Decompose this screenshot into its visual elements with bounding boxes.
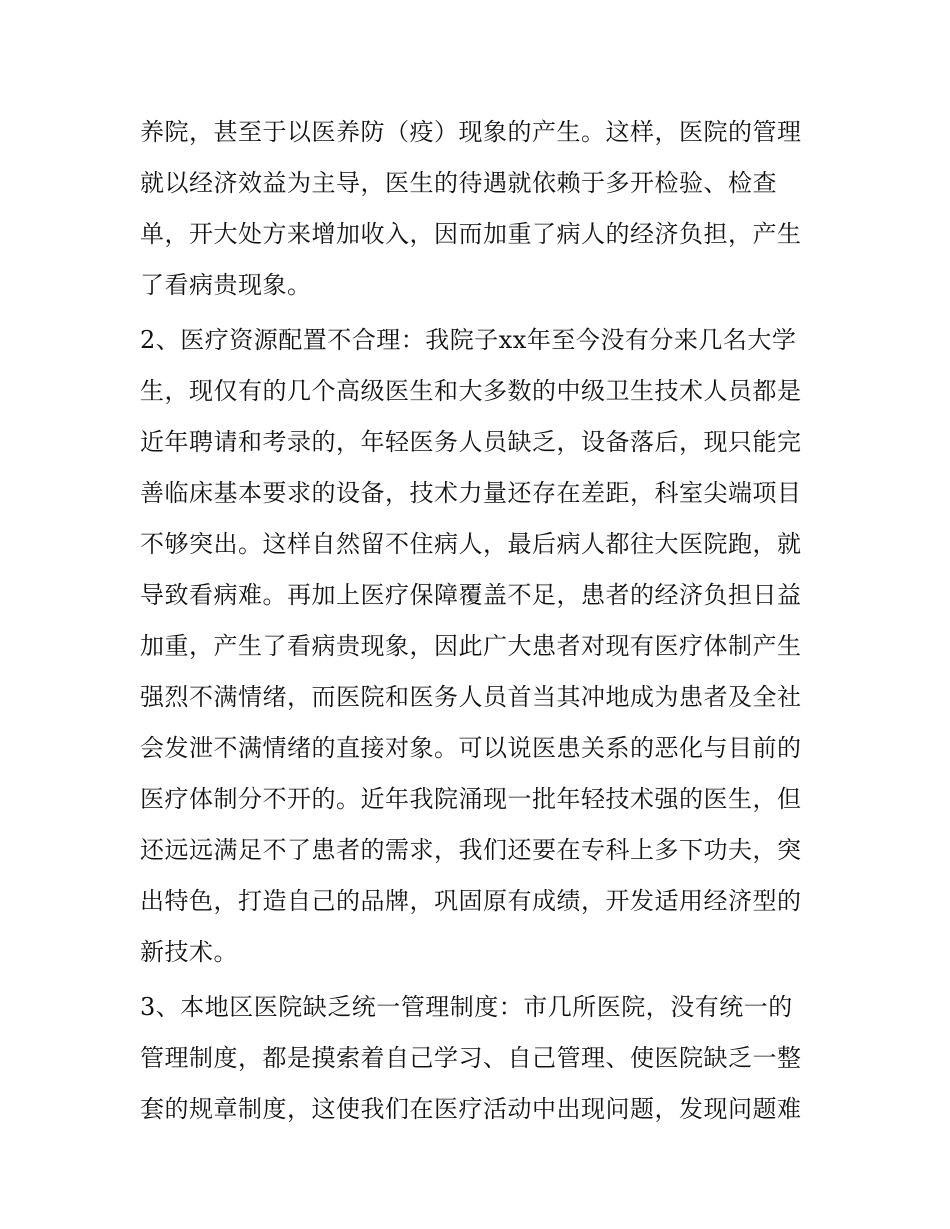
text-line: 还远远满足不了患者的需求，我们还要在专科上多下功夫，突 [140,836,802,864]
text-line: 不够突出。这样自然留不住病人，最后病人都往大医院跑，就 [140,530,802,558]
text-line: 管理制度，都是摸索着自己学习、自己管理、使医院缺乏一整 [140,1044,802,1072]
text-line: 生，现仅有的几个高级医生和大多数的中级卫生技术人员都是 [140,377,802,405]
text-line: 会发泄不满情绪的直接对象。可以说医患关系的恶化与目前的 [140,734,802,762]
text-line: 出特色，打造自己的品牌，巩固原有成绩，开发适用经济型的 [140,887,802,915]
paragraph-continuation [140,107,812,311]
text-line: 养院，甚至于以医养防（疫）现象的产生。这样，医院的管理 [140,118,802,146]
text-line: 单，开大处方来增加收入，因而加重了病人的经济负担，产生 [140,220,802,248]
text-line: 导致看病难。再加上医疗保障覆盖不足，患者的经济负担日益 [140,581,802,609]
text-line: 善临床基本要求的设备，技术力量还存在差距，科室尖端项目 [140,479,802,507]
paragraph-item-2 [140,315,812,978]
text-line: 就以经济效益为主导，医生的待遇就依赖于多开检验、检查 [140,169,777,197]
text-line: 了看病贵现象。 [140,271,312,299]
text-line: 加重，产生了看病贵现象，因此广大患者对现有医疗体制产生 [140,632,802,660]
text-line: 医疗体制分不开的。近年我院涌现一批年轻技术强的医生，但 [140,785,802,813]
text-line: 套的规章制度，这使我们在医疗活动中出现问题，发现问题难 [140,1095,802,1123]
text-line: 2、医疗资源配置不合理：我院子xx年至今没有分来几名大学 [140,326,797,354]
text-line: 强烈不满情绪，而医院和医务人员首当其冲地成为患者及全社 [140,683,802,711]
text-line: 近年聘请和考录的，年轻医务人员缺乏，设备落后，现只能完 [140,428,802,456]
text-line: 3、本地区医院缺乏统一管理制度：市几所医院，没有统一的 [140,993,793,1021]
text-line: 新技术。 [140,938,238,966]
document-body [140,107,812,1135]
paragraph-item-3 [140,982,812,1135]
